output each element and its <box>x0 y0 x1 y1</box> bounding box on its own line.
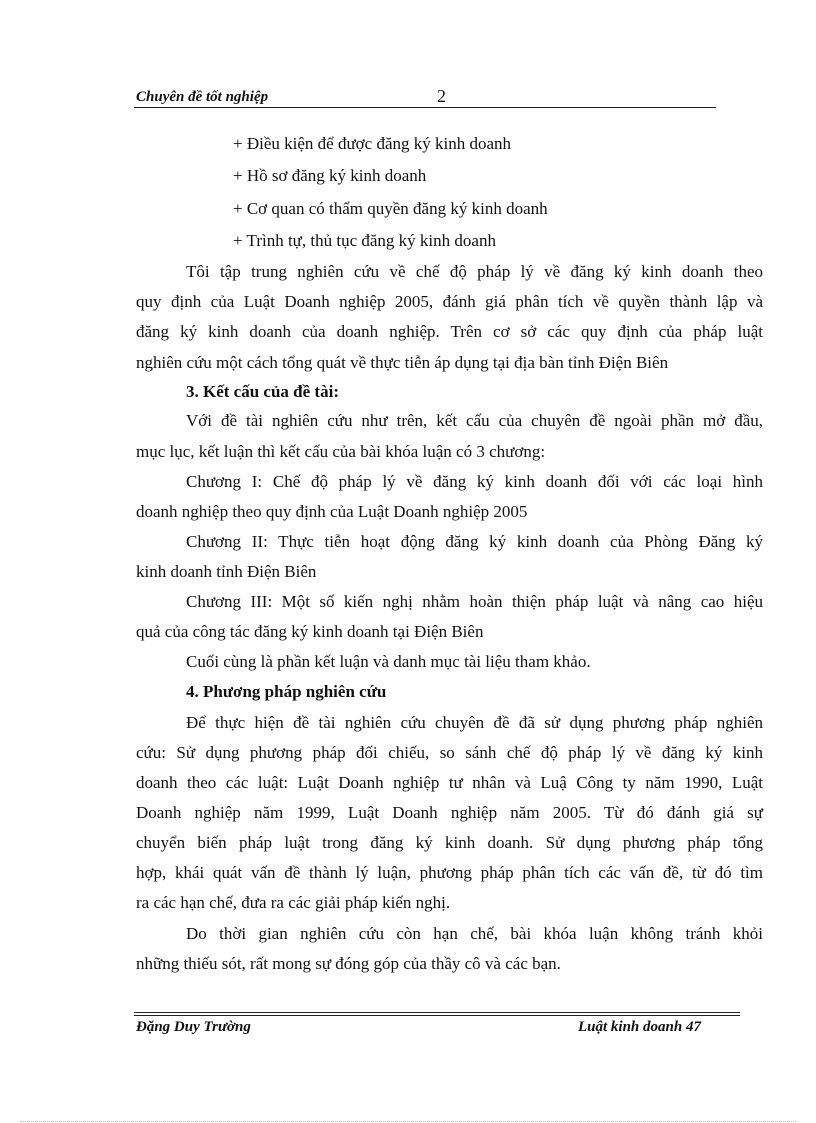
page-edge-divider <box>20 1121 796 1122</box>
chapter-line: Chương II: Thực tiễn hoạt động đăng ký kinh doanh của Phòng Đăng ký <box>186 532 763 551</box>
paragraph-line: Tôi tập trung nghiên cứu về chế độ pháp lý về đăng ký kinh doanh theo <box>186 262 763 281</box>
bullet-item: + Điều kiện để được đăng ký kinh doanh <box>233 134 512 153</box>
paragraph-line: nghiên cứu một cách tổng quát về thực tiễn áp dụng tại địa bàn tỉnh Điện Biên <box>136 353 669 372</box>
footer-rule <box>134 1015 740 1016</box>
footer-course: Luật kinh doanh 47 <box>578 1019 701 1035</box>
chapter-line: Chương III: Một số kiến nghị nhằm hoàn thiện pháp luật và nâng cao hiệu <box>186 592 763 611</box>
bullet-item: + Cơ quan có thẩm quyền đăng ký kinh doanh <box>233 199 548 218</box>
paragraph-line: hợp, khái quát vấn đề thành lý luận, phương pháp phân tích các vấn đề, từ đó tìm <box>136 863 763 882</box>
header-rule <box>134 107 716 108</box>
header-title: Chuyên đề tốt nghiệp <box>136 89 269 105</box>
paragraph-line: chuyển biến pháp luật trong đăng ký kinh doanh. Sử dụng phương pháp tổng <box>136 833 763 852</box>
paragraph-line: mục lục, kết luận thì kết cấu của bài khóa luận có 3 chương: <box>136 442 546 461</box>
chapter-line: kinh doanh tỉnh Điện Biên <box>136 562 317 581</box>
footer-author: Đặng Duy Trường <box>136 1019 251 1035</box>
paragraph-line: đăng ký kinh doanh của doanh nghiệp. Trên cơ sở các quy định của pháp luật <box>136 322 763 341</box>
paragraph-line: Doanh nghiệp năm 1999, Luật Doanh nghiệp năm 2005. Từ đó đánh giá sự <box>136 803 763 822</box>
bullet-item: + Trình tự, thủ tục đăng ký kinh doanh <box>233 231 496 250</box>
closing-line: Cuối cùng là phần kết luận và danh mục tài liệu tham khảo. <box>186 652 591 671</box>
paragraph-line: doanh theo các luật: Luật Doanh nghiệp tư nhân và Luậ Công ty năm 1990, Luật <box>136 773 763 792</box>
paragraph-line: ra các hạn chế, đưa ra các giải pháp kiến nghị. <box>136 893 451 912</box>
footer-rule <box>134 1012 740 1013</box>
bullet-item: + Hồ sơ đăng ký kinh doanh <box>233 166 427 185</box>
paragraph-line: cứu: Sử dụng phương pháp đối chiếu, so sánh chế độ pháp lý về đăng ký kinh <box>136 743 763 762</box>
paragraph-line: quy định của Luật Doanh nghiệp 2005, đánh giá phân tích về quyền thành lập và <box>136 292 763 311</box>
chapter-line: quả của công tác đăng ký kinh doanh tại Điện Biên <box>136 622 484 641</box>
section-heading-3: 3. Kết cấu của đề tài: <box>186 382 339 401</box>
paragraph-line: Để thực hiện đề tài nghiên cứu chuyên đề đã sử dụng phương pháp nghiên <box>186 713 763 732</box>
chapter-line: Chương I: Chế độ pháp lý về đăng ký kinh doanh đối với các loại hình <box>186 472 763 491</box>
section-heading-4: 4. Phương pháp nghiên cứu <box>186 682 387 701</box>
paragraph-line: Với đề tài nghiên cứu như trên, kết cấu của chuyên đề ngoài phần mở đầu, <box>186 411 763 430</box>
paragraph-line: Do thời gian nghiên cứu còn hạn chế, bài khóa luận không tránh khỏi <box>186 924 763 943</box>
chapter-line: doanh nghiệp theo quy định của Luật Doanh nghiệp 2005 <box>136 502 528 521</box>
paragraph-line: những thiếu sót, rất mong sự đóng góp của thầy cô và các bạn. <box>136 954 561 973</box>
page-number: 2 <box>437 86 446 106</box>
